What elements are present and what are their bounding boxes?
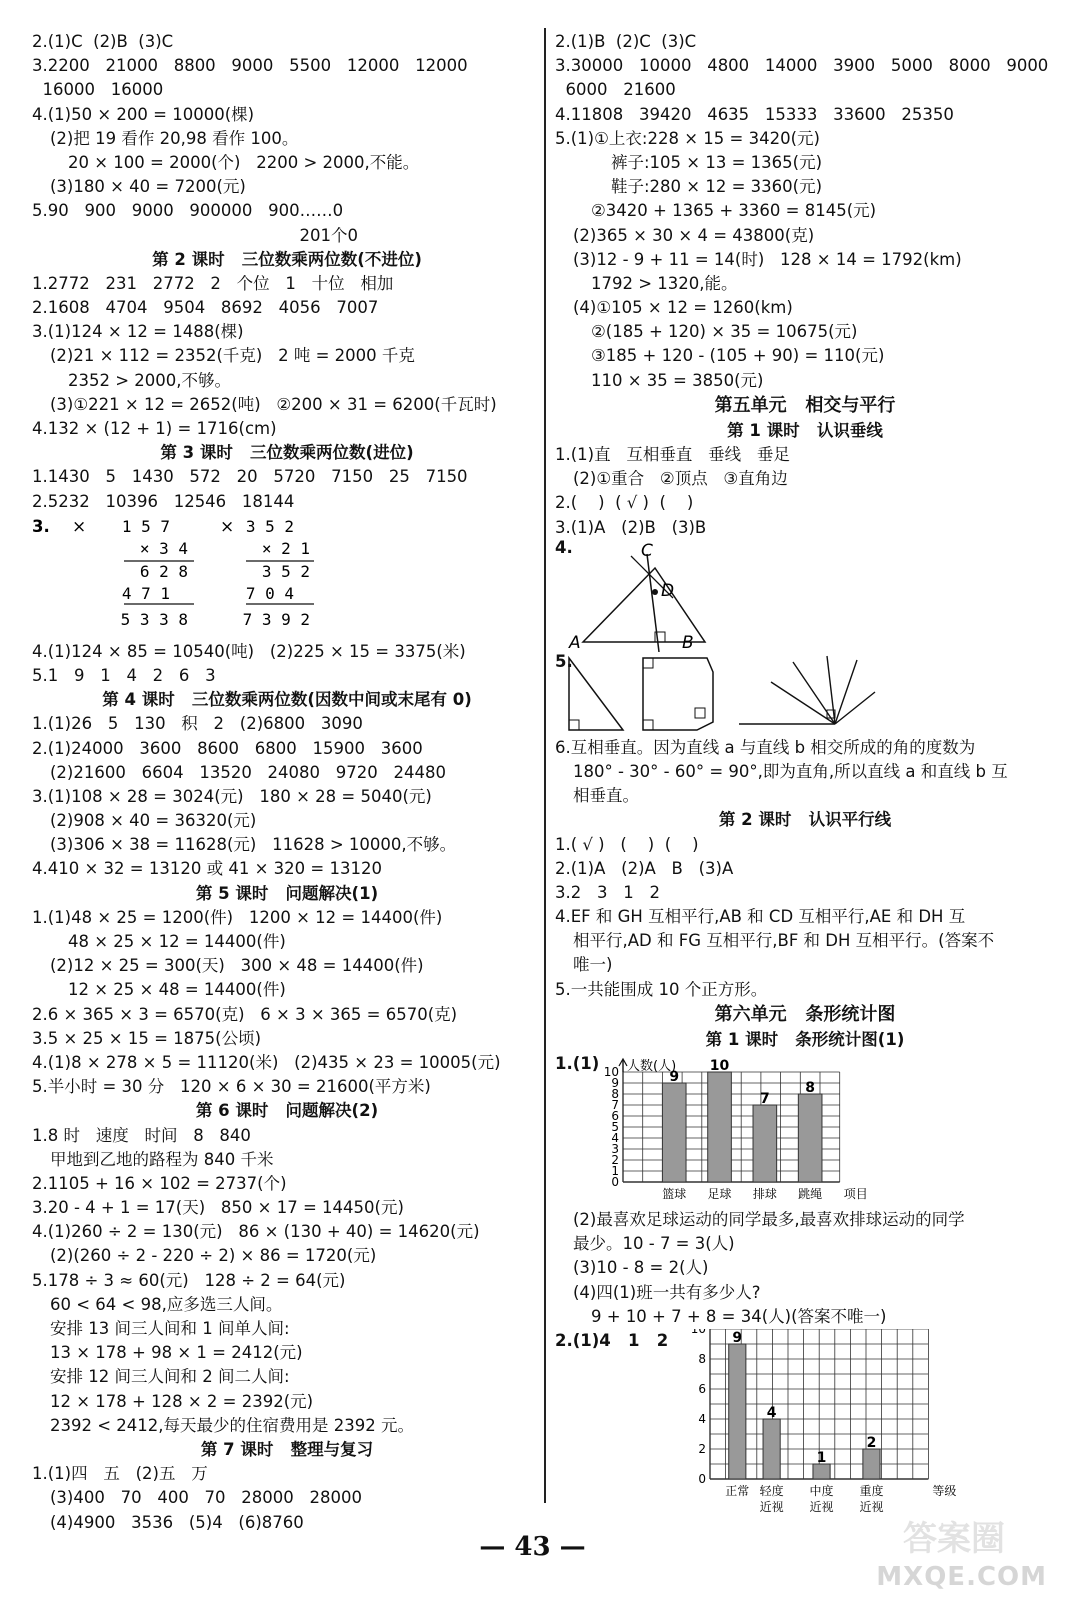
answer-line: 5.1 9 1 4 2 6 3 (32, 665, 216, 685)
chart1-label: 1.(1) (555, 1054, 600, 1073)
column-divider (544, 28, 546, 1503)
answer-line: 1.(1)48 × 25 = 1200(件) 1200 × 12 = 14400(件) (32, 907, 443, 927)
answer-line: 1.(1)直 互相垂直 垂线 垂足 (555, 445, 790, 464)
section-heading: 第 1 课时 条形统计图(1) (705, 1029, 905, 1049)
answer-line: (2)(260 ÷ 2 - 220 ÷ 2) × 86 = 1720(元) (50, 1246, 377, 1266)
vertical-calc-svg (32, 514, 542, 612)
unit-heading: 第五单元 相交与平行 (714, 394, 896, 416)
triangle-shape (583, 568, 705, 642)
answer-line: (2)21 × 112 = 2352(千克) 2 吨 = 2000 千克 (50, 346, 415, 366)
calc-b-top: 3 5 2 (245, 516, 294, 536)
watermark-text: MXQE.COM (876, 1562, 1047, 1592)
answer-line: (4)4900 3536 (5)4 (6)8760 (50, 1512, 304, 1532)
answer-line: 6.互相垂直。因为直线 a 与直线 b 相交所成的角的度数为 (555, 737, 976, 757)
y-tick-label: 3 (611, 1142, 619, 1156)
answer-line: 5.90 900 9000 900000 900……0 (32, 201, 344, 221)
pt-d: D (661, 580, 675, 601)
bar-chart-2 (555, 1329, 1055, 1525)
answer-line: 相平行,AD 和 FG 互相平行,BF 和 DH 互相平行。(答案不 (573, 931, 995, 951)
calc-b-p1: 3 5 2 (261, 561, 310, 581)
answer-line: 3.20 - 4 + 1 = 17(天) 850 × 17 = 14450(元) (32, 1198, 404, 1218)
answer-line: (3)12 - 9 + 11 = 14(时) 128 × 14 = 1792(km) (573, 249, 962, 269)
answer-line: 201个0 (32, 225, 358, 245)
answer-line: 裤子:105 × 13 = 1365(元) (611, 152, 823, 172)
data-label: 10 (709, 1058, 730, 1074)
fig4-svg (555, 540, 1055, 652)
bar-跳绳 (798, 1094, 822, 1182)
section-heading: 第 2 课时 认识平行线 (718, 810, 892, 830)
left-answers-part1 (32, 30, 542, 514)
calc-results (32, 608, 542, 636)
y-tick-label: 2 (698, 1441, 706, 1456)
answer-line: 4.(1)50 × 200 = 10000(棵) (32, 104, 255, 124)
y-tick-label: 10 (603, 1065, 619, 1079)
answer-line: 13 × 178 + 98 × 1 = 2412(元) (50, 1343, 303, 1363)
answer-line: 4.410 × 32 = 13120 或 41 × 320 = 13120 (32, 859, 382, 879)
answer-line: 相垂直。 (573, 786, 639, 806)
category-label: 轻度 (759, 1483, 784, 1498)
y-tick-label: 8 (698, 1351, 706, 1366)
answer-line: 1.(1)26 5 130 积 2 (2)6800 3090 (32, 714, 363, 734)
answer-line: (3)306 × 38 = 11628(元) 11628 > 10000,不够。 (50, 835, 457, 855)
category-label: 重度 (859, 1483, 884, 1498)
answer-line: (2)最喜欢足球运动的同学最多,最喜欢排球运动的同学 (573, 1210, 965, 1229)
answer-line: 4.(1)8 × 278 × 5 = 11120(米) (2)435 × 23 = 10005(元) (32, 1052, 501, 1072)
right-answers-part1 (555, 30, 1055, 540)
bar-正常 (729, 1344, 746, 1479)
perp-line (647, 554, 659, 652)
category-label: 正常 (725, 1483, 750, 1498)
answer-line: 2.6 × 365 × 3 = 6570(克) 6 × 3 × 365 = 6570(克) (32, 1004, 458, 1024)
page-number: — 43 — (479, 1532, 586, 1562)
answer-line: 1792 > 1320,能。 (591, 273, 738, 293)
calc-a-top: 1 5 7 (121, 516, 170, 536)
answer-line: 3.2 3 1 2 (555, 882, 660, 902)
answer-line: 安排 12 间三人间和 2 间二人间: (50, 1367, 290, 1387)
bar-chart-1 (555, 1052, 1055, 1208)
answer-line: 2.( ) ( √ ) ( ) (555, 493, 694, 513)
fig5-label: 5. (555, 651, 573, 671)
answer-line: (2)21600 6604 13520 24080 9720 24480 (50, 762, 446, 782)
answer-line: 4.(1)124 × 85 = 10540(吨) (2)225 × 15 = 3375(米) (32, 641, 466, 661)
x-axis-label: 等级 (932, 1483, 957, 1498)
calc-results-svg (32, 608, 542, 632)
data-label: 9 (669, 1069, 680, 1085)
answer-line: 12 × 25 × 48 = 14400(件) (68, 980, 286, 1000)
answer-line: 鞋子:280 × 12 = 3360(元) (611, 177, 823, 197)
perpendicular-figure (555, 537, 1055, 652)
section-heading: 第 1 课时 认识垂线 (727, 420, 883, 440)
fig5-svg (555, 652, 1055, 736)
right-angle-figures (555, 652, 1055, 736)
right-triangle (569, 658, 623, 730)
data-label: 4 (766, 1404, 777, 1421)
right-column (555, 30, 1055, 1525)
answer-line: (2)365 × 30 × 4 = 43800(克) (573, 225, 815, 245)
section-heading: 第 3 课时 三位数乘两位数(进位) (160, 443, 414, 463)
answer-line: 3.5 × 25 × 15 = 1875(公顷) (32, 1028, 262, 1048)
fig4-label: 4. (555, 537, 573, 557)
y-tick-label: 6 (698, 1381, 706, 1396)
answer-line: 安排 13 间三人间和 1 间单人间: (50, 1319, 290, 1338)
category-label: 近视 (759, 1499, 784, 1514)
answer-line: 2352 > 2000,不够。 (68, 370, 232, 390)
bar-中度近视 (813, 1464, 830, 1479)
answer-line: (3)180 × 40 = 7200(元) (50, 177, 246, 197)
answer-line: 4.EF 和 GH 互相平行,AB 和 CD 互相平行,AE 和 DH 互 (555, 907, 966, 927)
answer-line: 6000 21600 (555, 80, 676, 100)
pt-b: B (682, 632, 694, 652)
calc-b-res: 7 3 9 2 (242, 609, 310, 629)
answer-line: 4.(1)260 ÷ 2 = 130(元) 86 × (130 + 40) = 14620(元) (32, 1222, 480, 1242)
unit-heading: 第六单元 条形统计图 (714, 1003, 896, 1025)
answer-line: 2.(1)24000 3600 8600 6800 15900 3600 (32, 738, 423, 758)
calc-b-mark: × (220, 516, 235, 537)
answer-line: ②3420 + 1365 + 3360 = 8145(元) (591, 201, 877, 221)
section-heading: 第 7 课时 整理与复习 (200, 1439, 374, 1459)
calc-a-res: 5 3 3 8 (120, 609, 188, 629)
answer-line: 4.11808 39420 4635 15333 33600 25350 (555, 104, 954, 124)
y-tick-label: 7 (611, 1098, 619, 1112)
rt-mark4 (695, 708, 705, 718)
answer-line: 唯一) (573, 955, 613, 975)
calc-a-p1: 6 2 8 (139, 561, 188, 581)
bar-轻度近视 (763, 1419, 780, 1479)
calc-a-mark: × (72, 516, 87, 537)
y-tick-label: 0 (698, 1471, 706, 1486)
angle-fan (739, 656, 875, 724)
answer-line: (2)908 × 40 = 36320(元) (50, 811, 257, 831)
data-label: 1 (816, 1449, 827, 1466)
section-heading: 第 2 课时 三位数乘两位数(不进位) (152, 249, 422, 269)
category-label: 近视 (809, 1499, 834, 1514)
y-tick-label: 4 (611, 1131, 619, 1145)
watermark-logo: 答案圈 (903, 1519, 1005, 1559)
y-tick-label: 10 (690, 1328, 706, 1336)
answer-line: 2.(1)C (2)B (3)C (32, 32, 174, 51)
answer-line: 4.132 × (12 + 1) = 1716(cm) (32, 419, 277, 438)
section-heading: 第 6 课时 问题解决(2) (195, 1101, 379, 1121)
answer-line: 3.(1)A (2)B (3)B (555, 517, 707, 537)
y-tick-label: 9 (611, 1076, 619, 1090)
bar-篮球 (662, 1083, 686, 1182)
calc-b-p2: 7 0 4 (245, 583, 294, 603)
answer-line: 9 + 10 + 7 + 8 = 34(人)(答案不唯一) (591, 1306, 887, 1326)
folded-square (643, 658, 713, 730)
bar-chart-1-block (555, 1052, 1055, 1208)
y-tick-label: 4 (698, 1411, 706, 1426)
section-heading: 第 4 课时 三位数乘两位数(因数中间或末尾有 0) (102, 690, 472, 710)
point-d-dot (652, 589, 658, 595)
y-tick-label: 8 (611, 1087, 619, 1101)
answer-line: 2392 < 2412,每天最少的住宿费用是 2392 元。 (50, 1415, 415, 1435)
data-label: 9 (732, 1329, 743, 1346)
rt-mark2 (643, 658, 653, 668)
y-tick-label: 5 (611, 1120, 619, 1134)
answer-line: 2.(1)A (2)A B (3)A (555, 858, 734, 878)
answer-line: 110 × 35 = 3850(元) (591, 370, 764, 390)
y-tick-label: 1 (611, 1164, 619, 1178)
y-tick-label: 2 (611, 1153, 619, 1167)
answer-line: 1.2772 231 2772 2 个位 1 十位 相加 (32, 273, 394, 293)
answer-line: 1.(1)四 五 (2)五 万 (32, 1464, 208, 1484)
answer-line: 1.1430 5 1430 572 20 5720 7150 25 7150 (32, 467, 468, 487)
x-axis-label: 项目 (843, 1187, 868, 1201)
category-label: 排球 (752, 1187, 777, 1201)
data-label: 7 (759, 1091, 770, 1107)
answer-line: 最少。10 - 7 = 3(人) (573, 1234, 735, 1254)
y-tick-label: 0 (611, 1175, 619, 1189)
category-label: 近视 (859, 1499, 884, 1514)
left-column (32, 30, 542, 1535)
answer-line: 180° - 30° - 60° = 90°,即为直角,所以直线 a 和直线 b 互 (573, 761, 1008, 781)
calc-a-mul: × 3 4 (139, 538, 188, 558)
answer-line: 2.(1)B (2)C (3)C (555, 32, 697, 51)
answer-line: (3)①221 × 12 = 2652(吨) ②200 × 31 = 6200(千瓦时) (50, 394, 497, 414)
answer-line: 5.一共能围成 10 个正方形。 (555, 979, 768, 999)
right-answers-part3 (555, 1208, 1055, 1329)
left-answers-part2 (32, 640, 542, 1535)
answer-line: 2.5232 10396 12546 18144 (32, 491, 295, 511)
pt-c: C (641, 540, 653, 561)
answer-line: ③185 + 120 - (105 + 90) = 110(元) (591, 346, 885, 366)
answer-line: 1.( √ ) ( ) ( ) (555, 834, 699, 854)
bar-足球 (708, 1072, 732, 1182)
answer-line: 20 × 100 = 2000(个) 2200 > 2000,不能。 (68, 152, 420, 172)
section-heading: 第 5 课时 问题解决(1) (195, 883, 379, 903)
answer-line: 2.1105 + 16 × 102 = 2737(个) (32, 1173, 287, 1193)
chart2-label: 2.(1)4 1 2 (555, 1330, 669, 1350)
vertical-multiplication (32, 514, 542, 612)
category-label: 中度 (809, 1483, 834, 1498)
rt-mark1 (569, 720, 579, 730)
category-label: 跳绳 (798, 1187, 823, 1201)
answer-line: 甲地到乙地的路程为 840 千米 (50, 1149, 274, 1169)
y-tick-label: 6 (611, 1109, 619, 1123)
answer-line: ②(185 + 120) × 35 = 10675(元) (591, 322, 858, 342)
answer-line: 5.半小时 = 30 分 120 × 6 × 30 = 21600(平方米) (32, 1077, 431, 1097)
answer-line: (4)四(1)班一共有多少人? (573, 1282, 761, 1302)
data-label: 2 (866, 1434, 877, 1451)
answer-line: 3.(1)124 × 12 = 1488(棵) (32, 322, 244, 342)
answer-line: (2)12 × 25 = 300(天) 300 × 48 = 14400(件) (50, 956, 424, 976)
answer-line: (2)①重合 ②顶点 ③直角边 (573, 469, 788, 489)
bar-排球 (753, 1105, 777, 1182)
answer-line: 12 × 178 + 128 × 2 = 2392(元) (50, 1391, 314, 1411)
answer-line: 3.30000 10000 4800 14000 3900 5000 8000 9000 (555, 56, 1049, 76)
answer-line: 48 × 25 × 12 = 14400(件) (68, 932, 286, 951)
bar-重度近视 (863, 1449, 880, 1479)
calc-b-mul: × 2 1 (261, 538, 310, 558)
calc-label: 3. (32, 516, 50, 536)
category-label: 足球 (707, 1187, 732, 1201)
answer-line: 3.(1)108 × 28 = 3024(元) 180 × 28 = 5040(元) (32, 786, 432, 806)
answer-line: 60 < 64 < 98,应多选三人间。 (50, 1294, 283, 1314)
rt-mark3 (643, 720, 653, 730)
answer-line: 16000 16000 (32, 80, 164, 100)
right-answers-part2 (555, 736, 1055, 1052)
category-label: 篮球 (662, 1187, 687, 1201)
bar-chart-2-block (555, 1329, 1055, 1525)
answer-line: 1.8 时 速度 时间 8 840 (32, 1125, 251, 1145)
y-axis-label: 人数(人) (627, 1059, 677, 1074)
calc-a-p2: 4 7 1 (121, 583, 170, 603)
answer-line: (2)把 19 看作 20,98 看作 100。 (50, 128, 299, 148)
answer-line: (4)①105 × 12 = 1260(km) (573, 298, 793, 318)
data-label: 8 (805, 1080, 816, 1096)
answer-line: 5.178 ÷ 3 ≈ 60(元) 128 ÷ 2 = 64(元) (32, 1270, 346, 1290)
answer-line: 3.2200 21000 8800 9000 5500 12000 12000 (32, 56, 468, 76)
answer-line: (3)400 70 400 70 28000 28000 (50, 1488, 363, 1508)
answer-line: (3)10 - 8 = 2(人) (573, 1258, 709, 1278)
answer-line: 5.(1)①上衣:228 × 15 = 3420(元) (555, 128, 820, 148)
answer-line: 2.1608 4704 9504 8692 4056 7007 (32, 298, 379, 318)
pt-a: A (569, 632, 581, 652)
